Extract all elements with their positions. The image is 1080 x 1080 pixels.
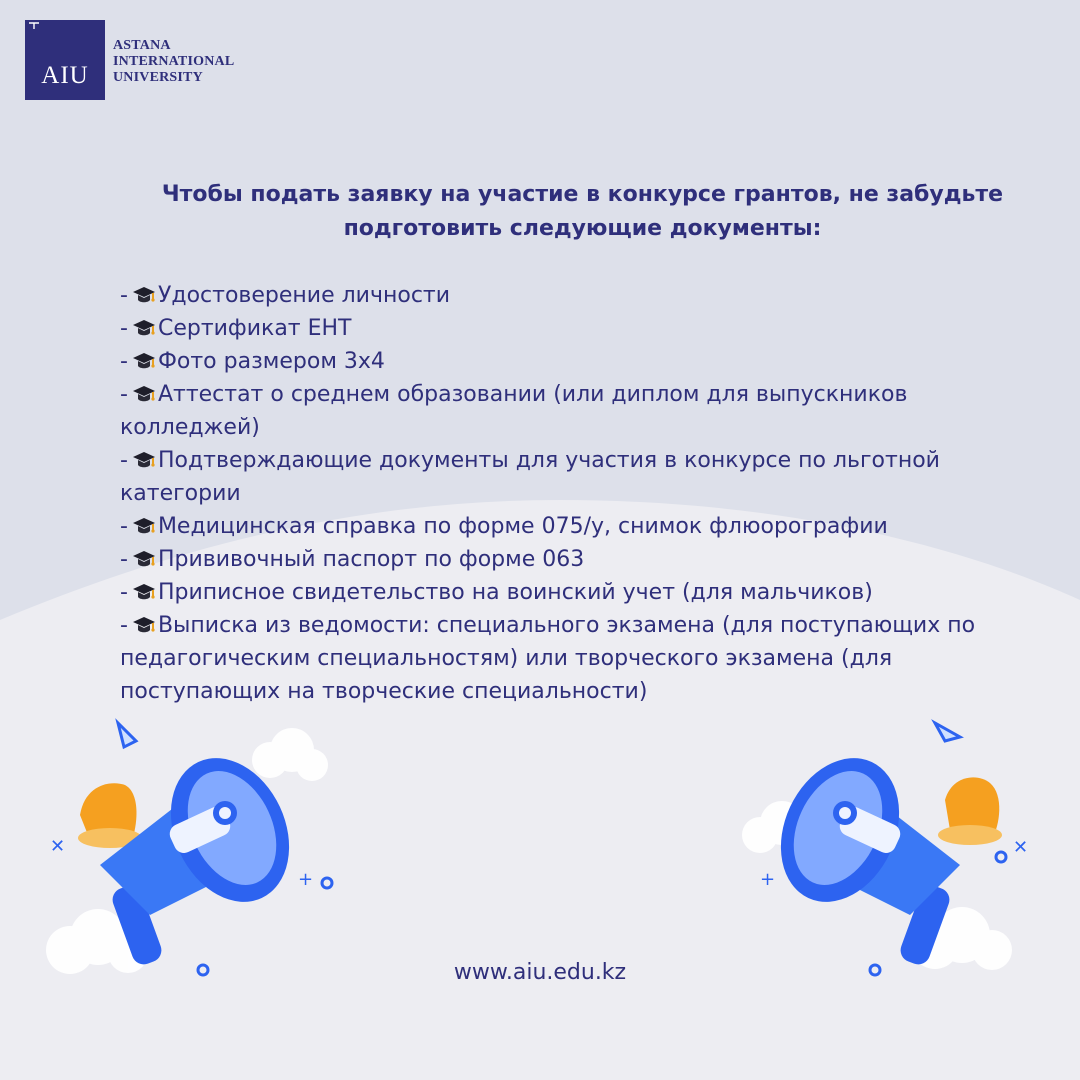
list-dash: -	[120, 349, 128, 374]
university-name-line: UNIVERSITY	[113, 70, 203, 85]
svg-text:+: +	[760, 869, 776, 890]
graduation-cap-icon	[132, 351, 156, 371]
document-label: Выписка из ведомости: специального экзамена (для поступающих по педагогическим специальностям) или творческого экзамена (для поступающих на творческие специальности)	[120, 613, 976, 704]
website-link[interactable]: www.aiu.edu.kz	[453, 960, 627, 985]
graduation-cap-icon	[132, 549, 156, 569]
graduation-cap-icon	[132, 384, 156, 404]
university-logo[interactable]	[25, 20, 234, 100]
documents-list	[120, 279, 1000, 708]
graduation-cap-icon	[132, 615, 156, 635]
list-dash: -	[120, 316, 128, 341]
list-dash: -	[120, 547, 128, 572]
list-dash: -	[120, 448, 128, 473]
university-name-line: INTERNATIONAL	[113, 54, 235, 69]
graduation-cap-icon	[132, 450, 156, 470]
list-dash: -	[120, 613, 128, 638]
svg-text:✕: ✕	[1013, 837, 1029, 858]
document-label: Приписное свидетельство на воинский учет (для мальчиков)	[157, 580, 873, 605]
megaphone-right-icon	[730, 715, 1040, 980]
university-name	[113, 38, 234, 86]
list-dash: -	[120, 382, 128, 407]
svg-text:+: +	[298, 869, 314, 890]
graduation-cap-icon	[132, 516, 156, 536]
graduation-cap-icon	[132, 285, 156, 305]
graduation-cap-icon	[132, 582, 156, 602]
logo-mark-icon	[28, 22, 40, 30]
logo-emblem	[25, 20, 105, 100]
document-label: Медицинская справка по форме 075/у, снимок флюорографии	[157, 514, 888, 539]
document-item	[120, 576, 1000, 609]
document-label: Прививочный паспорт по форме 063	[157, 547, 585, 572]
logo-abbreviation: AIU	[41, 62, 89, 89]
document-label: Удостоверение личности	[157, 283, 451, 308]
document-label: Фото размером 3х4	[157, 349, 385, 374]
list-dash: -	[120, 283, 128, 308]
document-item	[120, 312, 1000, 345]
document-item	[120, 510, 1000, 543]
document-item	[120, 345, 1000, 378]
document-item	[120, 378, 1000, 444]
list-dash: -	[120, 580, 128, 605]
megaphone-left-icon	[40, 715, 340, 980]
page-headline: Чтобы подать заявку на участие в конкурсе грантов, не забудьте подготовить следующие документы:	[161, 182, 1004, 241]
document-item	[120, 444, 1000, 510]
document-item	[120, 279, 1000, 312]
document-label: Аттестат о среднем образовании (или диплом для выпускников колледжей)	[120, 382, 908, 440]
list-dash: -	[120, 514, 128, 539]
graduation-cap-icon	[132, 318, 156, 338]
document-label: Сертификат ЕНТ	[157, 316, 352, 341]
university-name-line: ASTANA	[113, 38, 171, 53]
svg-text:✕: ✕	[50, 836, 66, 857]
document-item	[120, 543, 1000, 576]
document-label: Подтверждающие документы для участия в конкурсе по льготной категории	[120, 448, 940, 506]
document-item	[120, 609, 1000, 708]
